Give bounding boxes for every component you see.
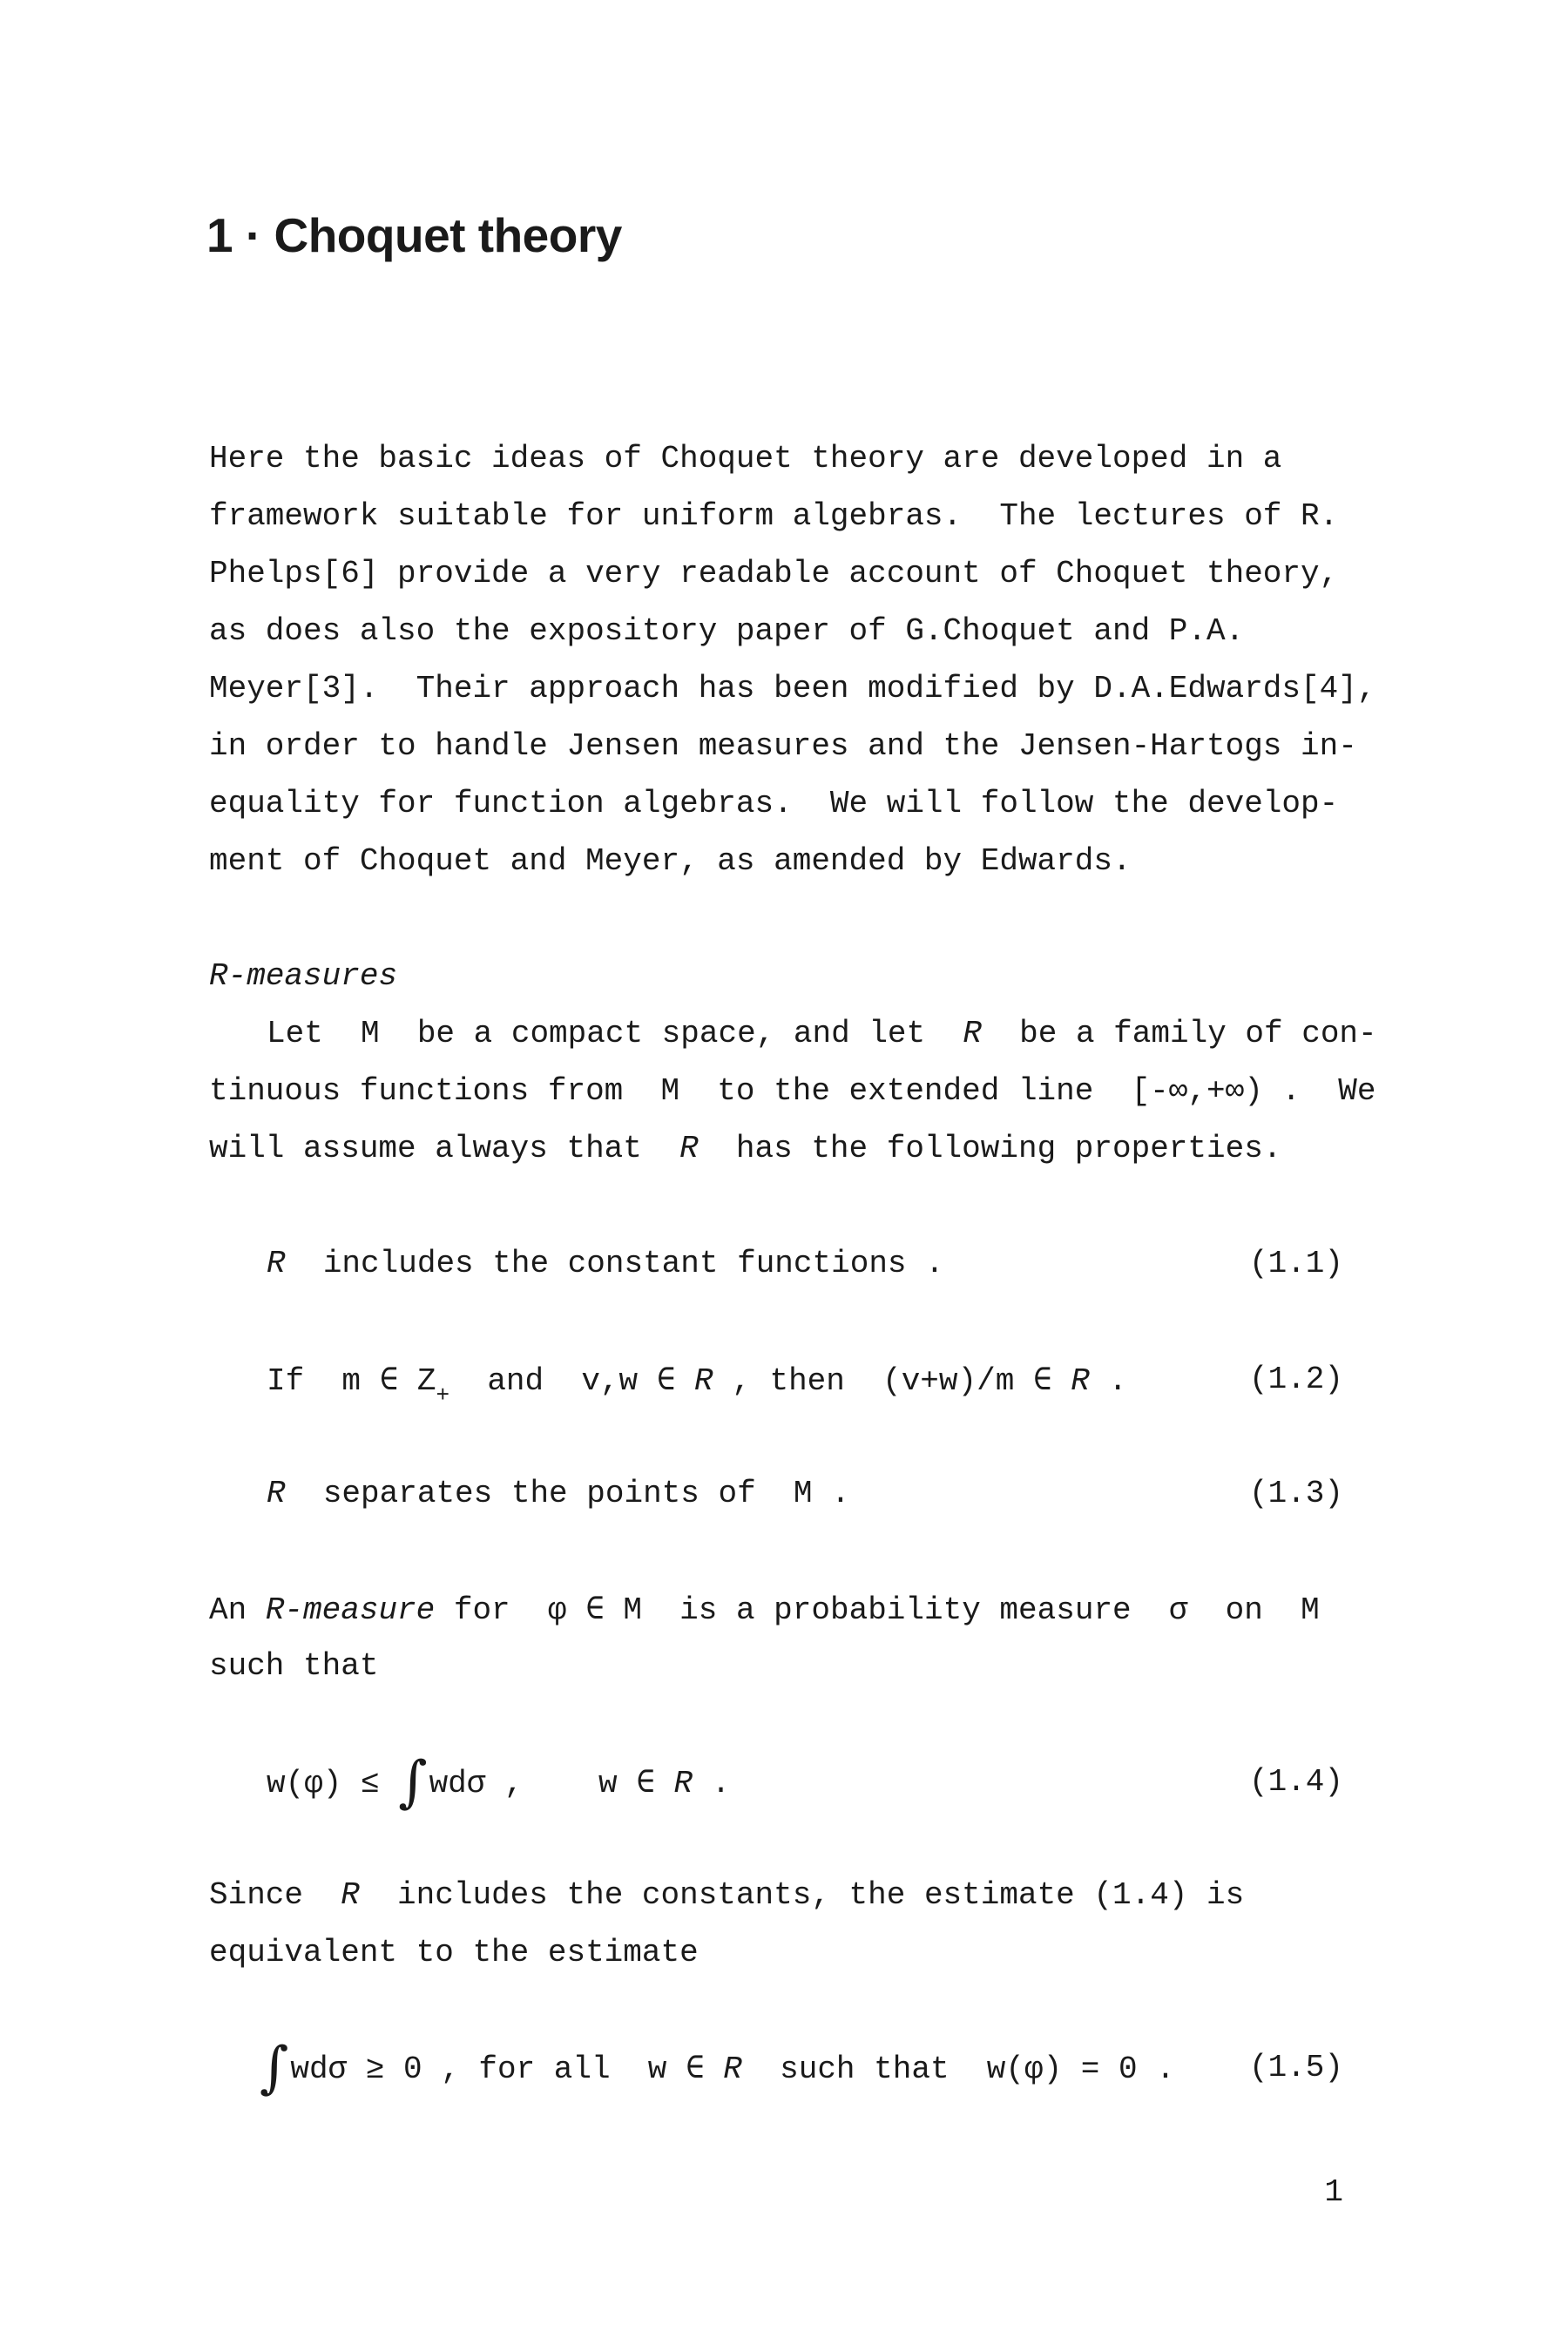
- section-line: will assume always that R has the following properties.: [209, 1131, 1282, 1166]
- script-r: R: [963, 1016, 982, 1051]
- chapter-separator: ·: [245, 208, 261, 262]
- chapter-title: [206, 207, 622, 263]
- chapter-number: 1: [206, 208, 233, 262]
- since-line: Since R includes the constants, the estimate (1.4) is: [209, 1877, 1245, 1913]
- script-r: R: [673, 1766, 693, 1801]
- intro-line: Phelps[6] provide a very readable account of Choquet theory,: [209, 556, 1339, 591]
- script-r: R: [267, 1246, 286, 1281]
- script-r: R: [209, 958, 228, 994]
- definition-line: An R-measure for φ ∈ M is a probability measure σ on M: [209, 1592, 1320, 1628]
- section-line: Let M be a compact space, and let R be a family of con-: [267, 1016, 1377, 1051]
- page-number: 1: [1324, 2174, 1343, 2210]
- equation-1-1: R includes the constant functions .: [267, 1246, 944, 1281]
- script-r: R: [679, 1131, 699, 1166]
- section-heading-text: -measures: [227, 958, 398, 994]
- intro-line: Meyer[3]. Their approach has been modified by D.A.Edwards[4],: [209, 671, 1376, 706]
- intro-line: in order to handle Jensen measures and the Jensen-Hartogs in-: [209, 728, 1357, 764]
- equation-1-3: R separates the points of M .: [267, 1476, 850, 1511]
- intro-line: Here the basic ideas of Choquet theory are developed in a: [209, 441, 1282, 476]
- subscript-plus: +: [436, 1382, 450, 1409]
- script-r: R: [267, 1476, 286, 1511]
- section-heading: [209, 958, 397, 994]
- chapter-title-text: Choquet theory: [274, 208, 622, 262]
- definition-line: such that: [209, 1648, 379, 1684]
- intro-line: equality for function algebras. We will follow the develop-: [209, 786, 1339, 821]
- script-r: R: [341, 1877, 360, 1913]
- defined-term: R-measure: [265, 1592, 436, 1628]
- script-r: R: [694, 1363, 713, 1399]
- equation-label-1-2: (1.2): [1248, 1362, 1343, 1397]
- equation-label-1-4: (1.4): [1248, 1764, 1343, 1800]
- intro-line: as does also the expository paper of G.Choquet and P.A.: [209, 613, 1245, 649]
- script-r: R: [1071, 1363, 1090, 1399]
- intro-line: ment of Choquet and Meyer, as amended by Edwards.: [209, 843, 1132, 879]
- equation-1-4: w(φ) ≤ ∫wdσ , w ∈ R .: [267, 1750, 731, 1815]
- script-r: R: [723, 2051, 742, 2087]
- equation-label-1-3: (1.3): [1248, 1476, 1343, 1511]
- equation-1-2: If m ∈ $Z_+$ and v,w ∈ R , then (v+w)/m ∈ R .: [267, 1363, 1128, 1409]
- equation-label-1-1: (1.1): [1248, 1246, 1343, 1281]
- since-line: equivalent to the estimate: [209, 1935, 699, 1970]
- equation-1-5: ∫wdσ ≥ 0 , for all w ∈ R such that w(φ) = 0 .: [260, 2036, 1175, 2100]
- equation-label-1-5: (1.5): [1248, 2050, 1343, 2085]
- section-line: tinuous functions from M to the extended line [-∞,+∞) . We: [209, 1073, 1376, 1109]
- intro-line: framework suitable for uniform algebras. The lectures of R.: [209, 498, 1339, 534]
